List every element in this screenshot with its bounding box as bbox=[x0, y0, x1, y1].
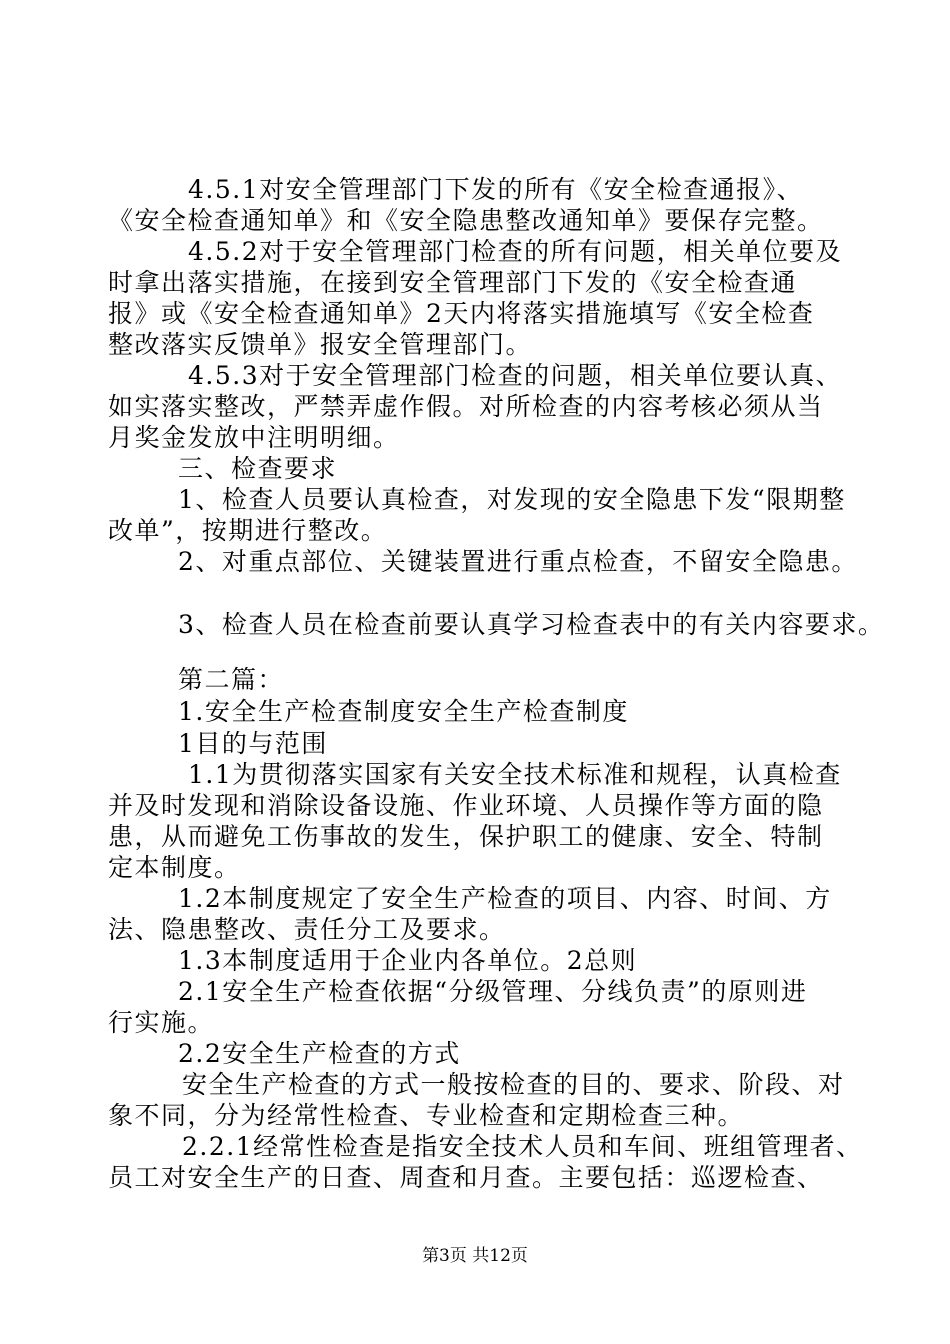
text-line: 月奖金发放中注明明细。 bbox=[108, 423, 400, 452]
text-line: 1、检查人员要认真检查，对发现的安全隐患下发“限期整 bbox=[178, 485, 846, 514]
text-line: 报》或《安全检查通知单》2天内将落实措施填写《安全检查 bbox=[108, 299, 815, 328]
text-line: 整改落实反馈单》报安全管理部门。 bbox=[108, 330, 533, 359]
text-line: 3、检查人员在检查前要认真学习检查表中的有关内容要求。 bbox=[178, 610, 885, 639]
section-heading: 三、检查要求 bbox=[178, 454, 338, 483]
text-line: 4.5.3对于安全管理部门检查的问题，相关单位要认真、 bbox=[188, 361, 843, 390]
text-line: 4.5.2对于安全管理部门检查的所有问题，相关单位要及 bbox=[188, 237, 843, 266]
text-line: 《安全检查通知单》和《安全隐患整改通知单》要保存完整。 bbox=[108, 206, 824, 235]
text-line: 1.2本制度规定了安全生产检查的项目、内容、时间、方 bbox=[178, 884, 832, 913]
document-title: 1.安全生产检查制度安全生产检查制度 bbox=[178, 697, 629, 726]
text-line: 员工对安全生产的日查、周查和月查。主要包括：巡逻检查、 bbox=[108, 1163, 824, 1192]
text-line: 改单”，按期进行整改。 bbox=[108, 516, 388, 545]
text-line: 并及时发现和消除设备设施、作业环境、人员操作等方面的隐 bbox=[108, 791, 824, 820]
text-line: 时拿出落实措施，在接到安全管理部门下发的《安全检查通 bbox=[108, 268, 798, 297]
chapter-heading: 第二篇： bbox=[178, 665, 285, 694]
page-number-footer: 第3页 共12页 bbox=[422, 1246, 528, 1266]
text-line: 4.5.1对安全管理部门下发的所有《安全检查通报》、 bbox=[188, 175, 804, 204]
text-line: 患，从而避免工伤事故的发生，保护职工的健康、安全、特制 bbox=[108, 822, 824, 851]
text-line: 安全生产检查的方式一般按检查的目的、要求、阶段、对 bbox=[182, 1070, 845, 1099]
text-line: 法、隐患整改、责任分工及要求。 bbox=[108, 915, 506, 944]
text-line: 1.1为贯彻落实国家有关安全技术标准和规程，认真检查 bbox=[188, 760, 842, 789]
text-line: 行实施。 bbox=[108, 1008, 215, 1037]
text-line: 2.1安全生产检查依据“分级管理、分线负责”的原则进 bbox=[178, 977, 808, 1006]
section-heading: 2.2安全生产检查的方式 bbox=[178, 1039, 461, 1068]
text-line: 象不同，分为经常性检查、专业检查和定期检查三种。 bbox=[108, 1101, 745, 1130]
text-line: 定本制度。 bbox=[108, 853, 241, 882]
text-line: 1.3本制度适用于企业内各单位。2总则 bbox=[178, 946, 638, 975]
text-line: 2、对重点部位、关键装置进行重点检查，不留安全隐患。 bbox=[178, 547, 858, 576]
text-line: 如实落实整改，严禁弄虚作假。对所检查的内容考核必须从当 bbox=[108, 392, 824, 421]
section-heading: 1目的与范围 bbox=[178, 729, 328, 758]
text-line: 2.2.1经常性检查是指安全技术人员和车间、班组管理者、 bbox=[182, 1132, 863, 1161]
